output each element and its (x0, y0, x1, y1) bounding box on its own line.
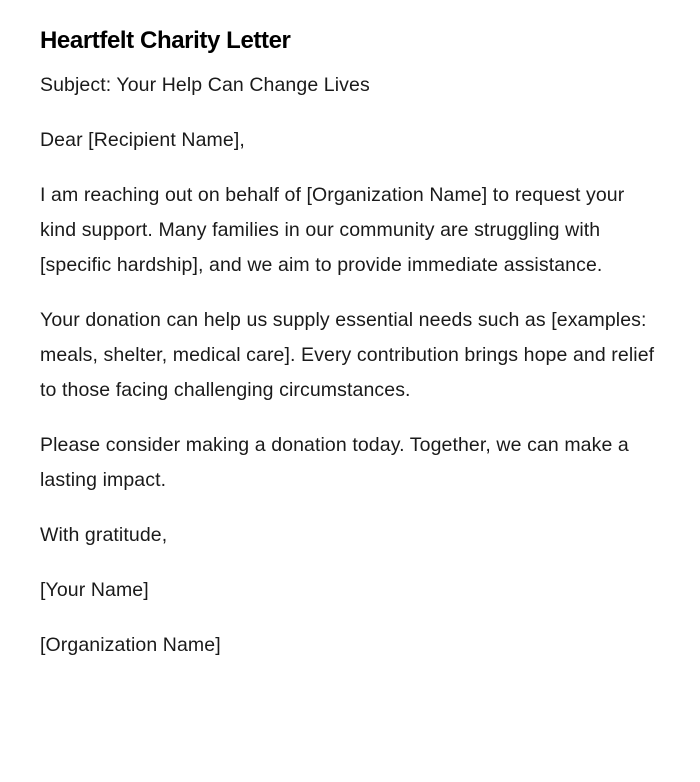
letter-subject: Subject: Your Help Can Change Lives (40, 74, 370, 96)
letter-closing: With gratitude, (40, 524, 168, 546)
letter-paragraph-2: Your donation can help us supply essential needs such as [examples: meals, shelter, medical care]. Every contribution brings hope and relief to those facing challenging circumstances. (40, 309, 655, 401)
letter-sender-name: [Your Name] (40, 579, 149, 601)
letter-sender-organization: [Organization Name] (40, 634, 221, 656)
letter-document (40, 22, 660, 683)
letter-title: Heartfelt Charity Letter (40, 27, 291, 54)
letter-salutation: Dear [Recipient Name], (40, 129, 245, 151)
letter-paragraph-3: Please consider making a donation today. Together, we can make a lasting impact. (40, 434, 629, 491)
letter-paragraph-1: I am reaching out on behalf of [Organization Name] to request your kind support. Many families in our community are struggling with [specific hardship], and we aim to provide immediate assistance. (40, 184, 625, 276)
